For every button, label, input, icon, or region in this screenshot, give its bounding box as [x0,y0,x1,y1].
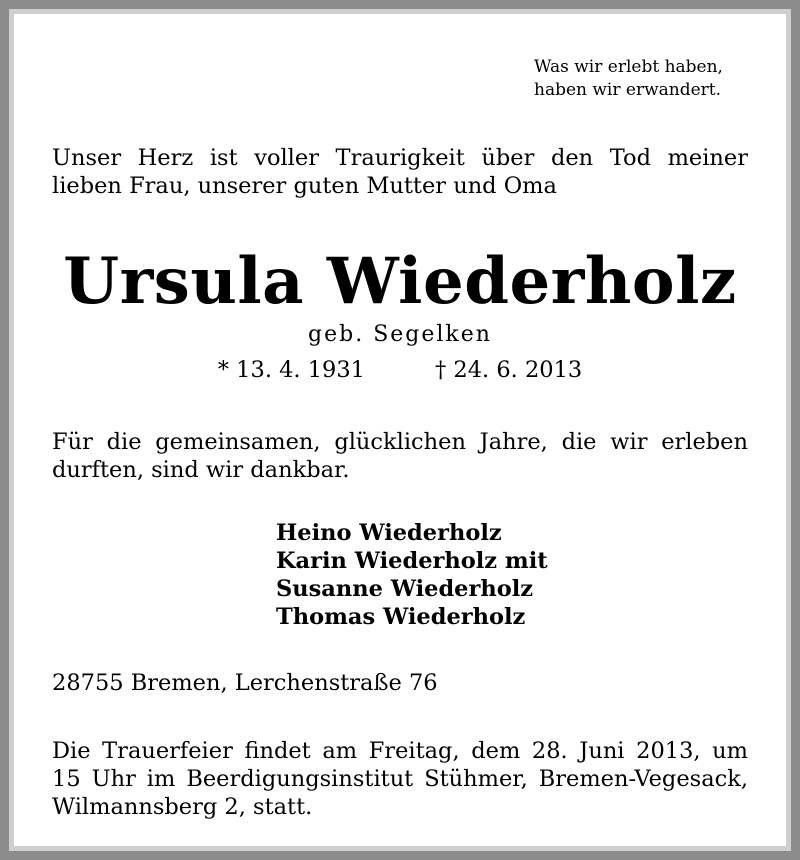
notice-inner-border [9,9,791,851]
intro-line-2: lieben Frau, unserer guten Mutter und Oma [52,173,557,199]
funeral-line-2: 15 Uhr im Beerdigungsinstitut Stühmer, Bremen-Vegesack, [52,766,748,792]
obituary-notice [14,14,786,846]
family-member: Susanne Wiederholz [276,576,534,602]
motto [534,56,764,102]
death-date: † 24. 6. 2013 [435,357,583,383]
motto-line-2: haben wir erwandert. [534,80,722,100]
birth-date: * 13. 4. 1931 [217,357,365,383]
funeral-text [52,737,748,821]
family-member: Heino Wiederholz [276,520,502,546]
address: 28755 Bremen, Lerchenstraße 76 [52,670,438,696]
birth-name: geb. Segelken [308,322,492,347]
family-member: Karin Wiederholz mit [276,548,548,574]
funeral-line-3: Wilmannsberg 2, statt. [52,794,313,820]
intro-text [52,144,748,200]
intro-line-1: Unser Herz ist voller Traurigkeit über den Tod meiner [52,145,748,171]
family-member: Thomas Wiederholz [276,604,526,630]
family-signatures [276,519,548,631]
life-dates [14,355,786,385]
funeral-line-1: Die Trauerfeier findet am Freitag, dem 28. Juni 2013, um [52,738,748,764]
deceased-name: Ursula Wiederholz [63,244,737,319]
thanks-line-2: durften, sind wir dankbar. [52,457,350,483]
motto-line-1: Was wir erlebt haben, [534,57,723,77]
thanks-line-1: Für die gemeinsamen, glücklichen Jahre, die wir erleben [52,429,748,455]
thanks-text [52,428,748,484]
